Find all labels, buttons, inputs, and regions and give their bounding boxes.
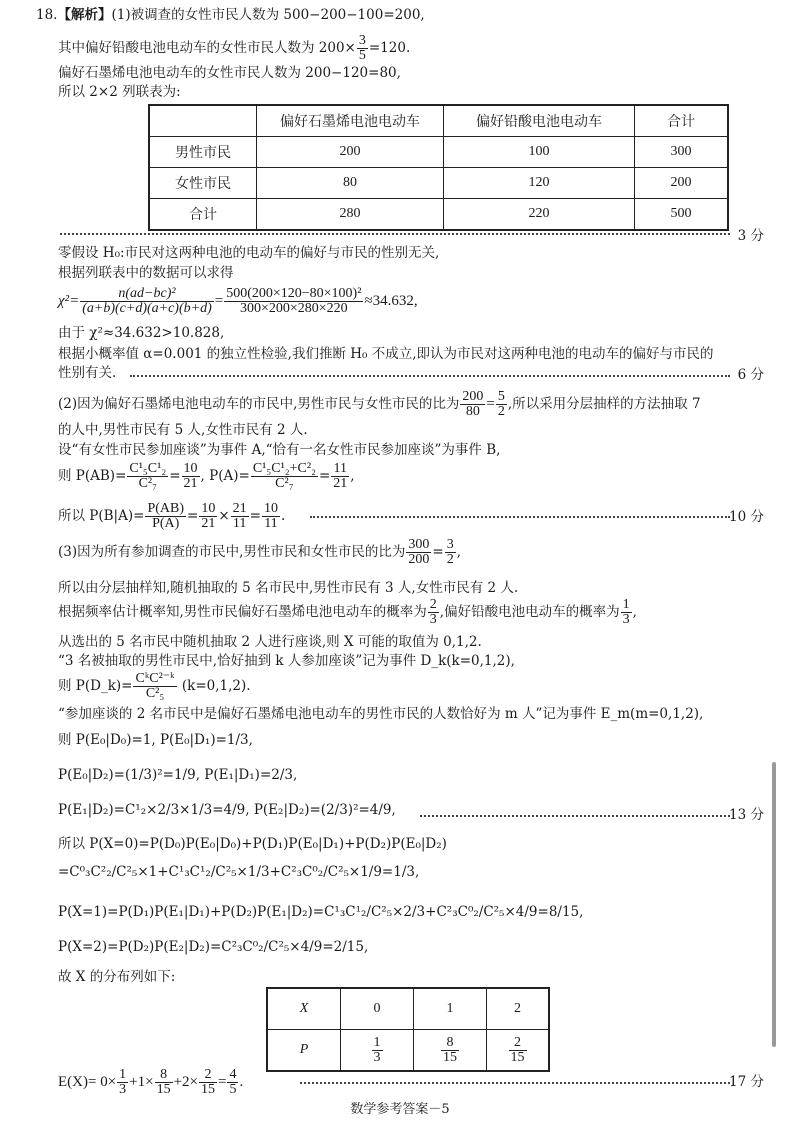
- denominator: C²₇: [138, 476, 158, 491]
- part2-line4: 则 P(AB)= $\frac{\text{C¹₅C¹₂}}{\text{C²₇}}$ = $\frac{10}{21}$ , P(A)= $\frac{\text{C¹₅C¹₂+C²₂}}{\text{C²₇}}$ = $\frac{11}{21}$ ,: [58, 461, 355, 491]
- score-17: 17 分: [729, 1074, 764, 1090]
- denominator: 5: [358, 48, 366, 63]
- part3-line11: 所以 P(X=0)=P(D₀)P(E₀|D₀)+P(D₁)P(E₀|D₁)+P(D₂)P(E₀|D₂): [58, 836, 447, 852]
- table-cell: 0: [341, 988, 414, 1030]
- fraction: [199, 1068, 217, 1097]
- table-header-row: [149, 105, 728, 137]
- table-header-cell: 合计: [635, 105, 729, 137]
- leader-dots: [300, 1082, 730, 1084]
- numerator: 10: [201, 501, 216, 516]
- table-row-x: [267, 988, 549, 1030]
- fraction: [199, 502, 217, 531]
- numerator: 11: [331, 462, 349, 477]
- leader-dots: [60, 233, 730, 235]
- table-cell: 80: [257, 168, 444, 199]
- table-cell: [487, 1030, 550, 1072]
- score-10: 10 分: [729, 509, 764, 525]
- since-line: 由于 χ²≈34.632>10.828,: [58, 325, 225, 341]
- table-cell: 2: [487, 988, 550, 1030]
- denominator: 15: [201, 1082, 215, 1097]
- conclusion-line2: 性别有关.: [58, 365, 117, 381]
- text: (2)因为偏好石墨烯电池电动车的市民中,男性市民与女性市民的比为: [58, 396, 460, 412]
- numerator: 200: [462, 389, 484, 404]
- denominator: 3: [622, 612, 630, 627]
- table-cell: 120: [444, 168, 635, 199]
- numerator: 8: [441, 1036, 459, 1051]
- leader-dots: [310, 516, 730, 518]
- conclusion-line1: 根据小概率值 α=0.001 的独立性检验,我们推断 H₀ 不成立,即认为市民对这两种电池的电动车的偏好与市民的: [58, 346, 714, 362]
- table-cell: P: [267, 1030, 341, 1072]
- numerator: 21: [232, 501, 247, 516]
- numerator: 8: [155, 1068, 173, 1083]
- text: 根据频率估计概率知,男性市民偏好石墨烯电池电动车的概率为: [58, 604, 427, 620]
- denominator: 15: [443, 1049, 457, 1065]
- fraction: [509, 1036, 527, 1065]
- fraction: [227, 1068, 238, 1097]
- table-header-cell: 偏好铅酸电池电动车: [444, 105, 635, 137]
- table-row-p: [267, 1030, 549, 1072]
- numerator: 2: [429, 597, 437, 612]
- fraction: [445, 538, 456, 567]
- denominator: C²₇: [275, 476, 294, 491]
- text: ,偏好铅酸电池电动车的概率为: [439, 604, 620, 620]
- fraction: [331, 462, 349, 491]
- table-cell: 女性市民: [149, 168, 257, 199]
- text: 其中偏好铅酸电池电动车的女性市民人数为 200×: [58, 40, 356, 56]
- text: .: [239, 1074, 244, 1090]
- table-cell: 220: [444, 199, 635, 231]
- part1-line3: 偏好石墨烯电池电动车的女性市民人数为 200−120=80,: [58, 65, 401, 81]
- scrollbar[interactable]: [772, 762, 776, 1047]
- part3-line4: 从选出的 5 名市民中随机抽取 2 人进行座谈,则 X 可能的取值为 0,1,2.: [58, 634, 482, 650]
- numerator: 3: [358, 33, 366, 48]
- denominator: P(A): [152, 516, 180, 531]
- analysis-tag: 【解析】: [57, 7, 112, 23]
- denominator: 15: [156, 1082, 171, 1097]
- denominator: 2: [497, 404, 505, 419]
- part3-line12: =C⁰₃C²₂/C²₅×1+C¹₃C¹₂/C²₅×1/3+C²₃C⁰₂/C²₅×1/9=1/3,: [58, 864, 420, 880]
- numerator: 4: [229, 1067, 237, 1082]
- numerator: CᵏC²⁻ᵏ: [135, 671, 175, 686]
- table-cell: [414, 1030, 487, 1072]
- fraction: [357, 34, 368, 63]
- part3-line6: [58, 672, 764, 701]
- chi-result: ≈34.632,: [364, 293, 418, 309]
- compute-intro: 根据列联表中的数据可以求得: [58, 265, 234, 281]
- table-header-cell: [149, 105, 257, 137]
- table-header-cell: 偏好石墨烯电池电动车: [257, 105, 444, 137]
- part2-line3: 设“有女性市民参加座谈”为事件 A,“恰有一名女性市民参加座谈”为事件 B,: [58, 442, 501, 458]
- denominator: 21: [201, 516, 216, 531]
- part3-line5: “3 名被抽取的男性市民中,恰好抽到 k 人参加座谈”记为事件 D_k(k=0,1,2),: [58, 653, 515, 669]
- fraction: [145, 502, 186, 531]
- denominator: 200: [408, 552, 430, 567]
- score-6: 6 分: [737, 367, 764, 383]
- fraction: [224, 287, 363, 316]
- part3-line9: P(E₀|D₂)=(1/3)²=1/9, P(E₁|D₁)=2/3,: [58, 767, 298, 783]
- table-cell: 1: [414, 988, 487, 1030]
- denominator: 3: [119, 1082, 127, 1097]
- leader-dots: [130, 375, 730, 377]
- numerator: P(AB): [147, 501, 185, 516]
- fraction: [428, 598, 439, 627]
- fraction: [80, 287, 214, 316]
- part3-line14: P(X=2)=P(D₂)P(E₂|D₂)=C²₃C⁰₂/C²₅×4/9=2/15,: [58, 939, 369, 955]
- contingency-table: [148, 104, 729, 231]
- numerator: 1: [373, 1034, 381, 1050]
- numerator: 300: [408, 537, 430, 552]
- denominator: 2: [446, 552, 454, 567]
- denominator: 300×200×280×220: [239, 301, 348, 316]
- numerator: 500(200×120−80×100)²: [226, 286, 362, 301]
- part2-line5: 所以 P(B|A)= $\frac{P(AB)}{P(A)}$ = $\frac{10}{21}$ × $\frac{21}{11}$ = $\frac{10}{11}$ .: [58, 501, 286, 531]
- fraction: [262, 502, 280, 531]
- chi-lhs: χ²=: [58, 293, 80, 309]
- part3-line15: 故 X 的分布列如下:: [58, 969, 176, 985]
- denominator: 3: [429, 612, 437, 627]
- text: ,所以采用分层抽样的方法抽取 7: [507, 396, 701, 412]
- null-hypothesis: 零假设 H₀:市民对这两种电池的电动车的偏好与市民的性别无关,: [58, 245, 440, 261]
- part1-line1: [36, 5, 764, 25]
- table-cell: 200: [635, 168, 729, 199]
- part3-line7: “参加座谈的 2 名市民中是偏好石墨烯电池电动车的男性市民的人数恰好为 m 人”记为事件 E_m(m=0,1,2),: [58, 706, 704, 722]
- denominator: 21: [333, 476, 348, 491]
- fraction: [441, 1036, 459, 1065]
- part3-line2: 所以由分层抽样知,随机抽取的 5 名市民中,男性市民有 3 人,女性市民有 2 人.: [58, 580, 519, 596]
- part3-line10: P(E₁|D₂)=C¹₂×2/3×1/3=4/9, P(E₂|D₂)=(2/3)²=4/9,: [58, 802, 396, 818]
- score-13: 13 分: [729, 807, 764, 823]
- table-cell: 男性市民: [149, 137, 257, 168]
- chi-square-formula: χ²= $\frac{\text{n(ad−bc)²}}{(a+b)(c+d)(a+c)(b+d)}$ = $\frac{\text{500(200×120−80×100)²}}{300\times 200\times 280\times 220}$ ≈34.632,: [58, 286, 418, 316]
- table-cell: [341, 1030, 414, 1072]
- distribution-table: [266, 987, 550, 1072]
- problem-number: 18.: [36, 7, 58, 23]
- numerator: 2: [509, 1036, 527, 1051]
- page-footer: 数学参考答案－5: [350, 1102, 450, 1117]
- fraction: [251, 462, 318, 491]
- denominator: 80: [465, 404, 480, 419]
- text: (3)因为所有参加调查的市民中,男性市民和女性市民的比为: [58, 544, 406, 560]
- fraction: [460, 390, 485, 419]
- denominator: 11: [232, 516, 247, 531]
- fraction: [133, 672, 176, 701]
- table-row: [149, 199, 728, 231]
- text: 则 P(AB)=: [58, 468, 127, 484]
- text: E(X)= 0×: [58, 1074, 117, 1090]
- table-cell: 200: [257, 137, 444, 168]
- fraction: [231, 502, 249, 531]
- numerator: C¹₅C¹₂+C²₂: [252, 461, 316, 476]
- table-cell: 280: [257, 199, 444, 231]
- table-cell: 500: [635, 199, 729, 231]
- table-cell: 合计: [149, 199, 257, 231]
- fraction: [372, 1036, 383, 1065]
- numerator: 1: [622, 597, 630, 612]
- numerator: C¹₅C¹₂: [129, 461, 167, 476]
- numerator: 3: [446, 537, 454, 552]
- part2-line1: (2)因为偏好石墨烯电池电动车的市民中,男性市民与女性市民的比为 $\frac{200}{80}$ = $\frac{5}{2}$ ,所以采用分层抽样的方法抽取 7: [58, 389, 701, 419]
- table-cell: X: [267, 988, 341, 1030]
- numerator: 1: [119, 1067, 127, 1082]
- text: =120.: [368, 40, 411, 56]
- denominator: 15: [510, 1049, 525, 1065]
- part3-line8: 则 P(E₀|D₀)=1, P(E₀|D₁)=1/3,: [58, 732, 253, 748]
- part2-line2: 的人中,男性市民有 5 人,女性市民有 2 人.: [58, 422, 308, 438]
- table-row: [149, 168, 728, 199]
- numerator: 2: [199, 1068, 217, 1083]
- denominator: 11: [264, 516, 278, 531]
- numerator: 10: [183, 461, 198, 476]
- part1-line2: [58, 34, 764, 63]
- score-3: 3 分: [737, 228, 764, 244]
- fraction: [621, 598, 632, 627]
- table-cell: 300: [635, 137, 729, 168]
- text: 则 P(D_k)=: [58, 678, 133, 694]
- denominator: 3: [373, 1049, 381, 1065]
- table-cell: 100: [444, 137, 635, 168]
- denominator: C²₅: [145, 686, 165, 701]
- denominator: 21: [183, 476, 198, 491]
- leader-dots: [420, 815, 730, 817]
- denominator: 5: [229, 1082, 237, 1097]
- part3-line3: 根据频率估计概率知,男性市民偏好石墨烯电池电动车的概率为 $\frac{2}{3}$ ,偏好铅酸电池电动车的概率为 $\frac{1}{3}$ ,: [58, 597, 637, 627]
- text: (1)被调查的女性市民人数为 500−200−100=200,: [111, 7, 425, 23]
- fraction: [182, 462, 200, 491]
- fraction: [155, 1068, 173, 1097]
- text: (k=0,1,2).: [181, 678, 251, 694]
- part3-line1: (3)因为所有参加调查的市民中,男性市民和女性市民的比为 $\frac{300}{200}$ = $\frac{3}{2}$ ,: [58, 537, 462, 567]
- fraction: [496, 390, 507, 419]
- fraction: [127, 462, 168, 491]
- text: =: [218, 1074, 227, 1090]
- denominator: (a+b)(c+d)(a+c)(b+d): [82, 301, 212, 316]
- text: +2×: [173, 1074, 198, 1090]
- numerator: 5: [497, 389, 505, 404]
- numerator: n(ad−bc)²: [80, 287, 214, 302]
- fraction: [406, 538, 431, 567]
- part3-line13: P(X=1)=P(D₁)P(E₁|D₁)+P(D₂)P(E₁|D₂)=C¹₃C¹₂/C²₅×2/3+C²₃C⁰₂/C²₅×4/9=8/15,: [58, 904, 584, 920]
- text: +1×: [129, 1074, 154, 1090]
- table-row: [149, 137, 728, 168]
- numerator: 10: [263, 501, 278, 516]
- part1-line4: 所以 2×2 列联表为:: [58, 84, 181, 100]
- fraction: [117, 1068, 128, 1097]
- text: 所以 P(B|A)=: [58, 508, 145, 524]
- text: , P(A)=: [200, 468, 250, 484]
